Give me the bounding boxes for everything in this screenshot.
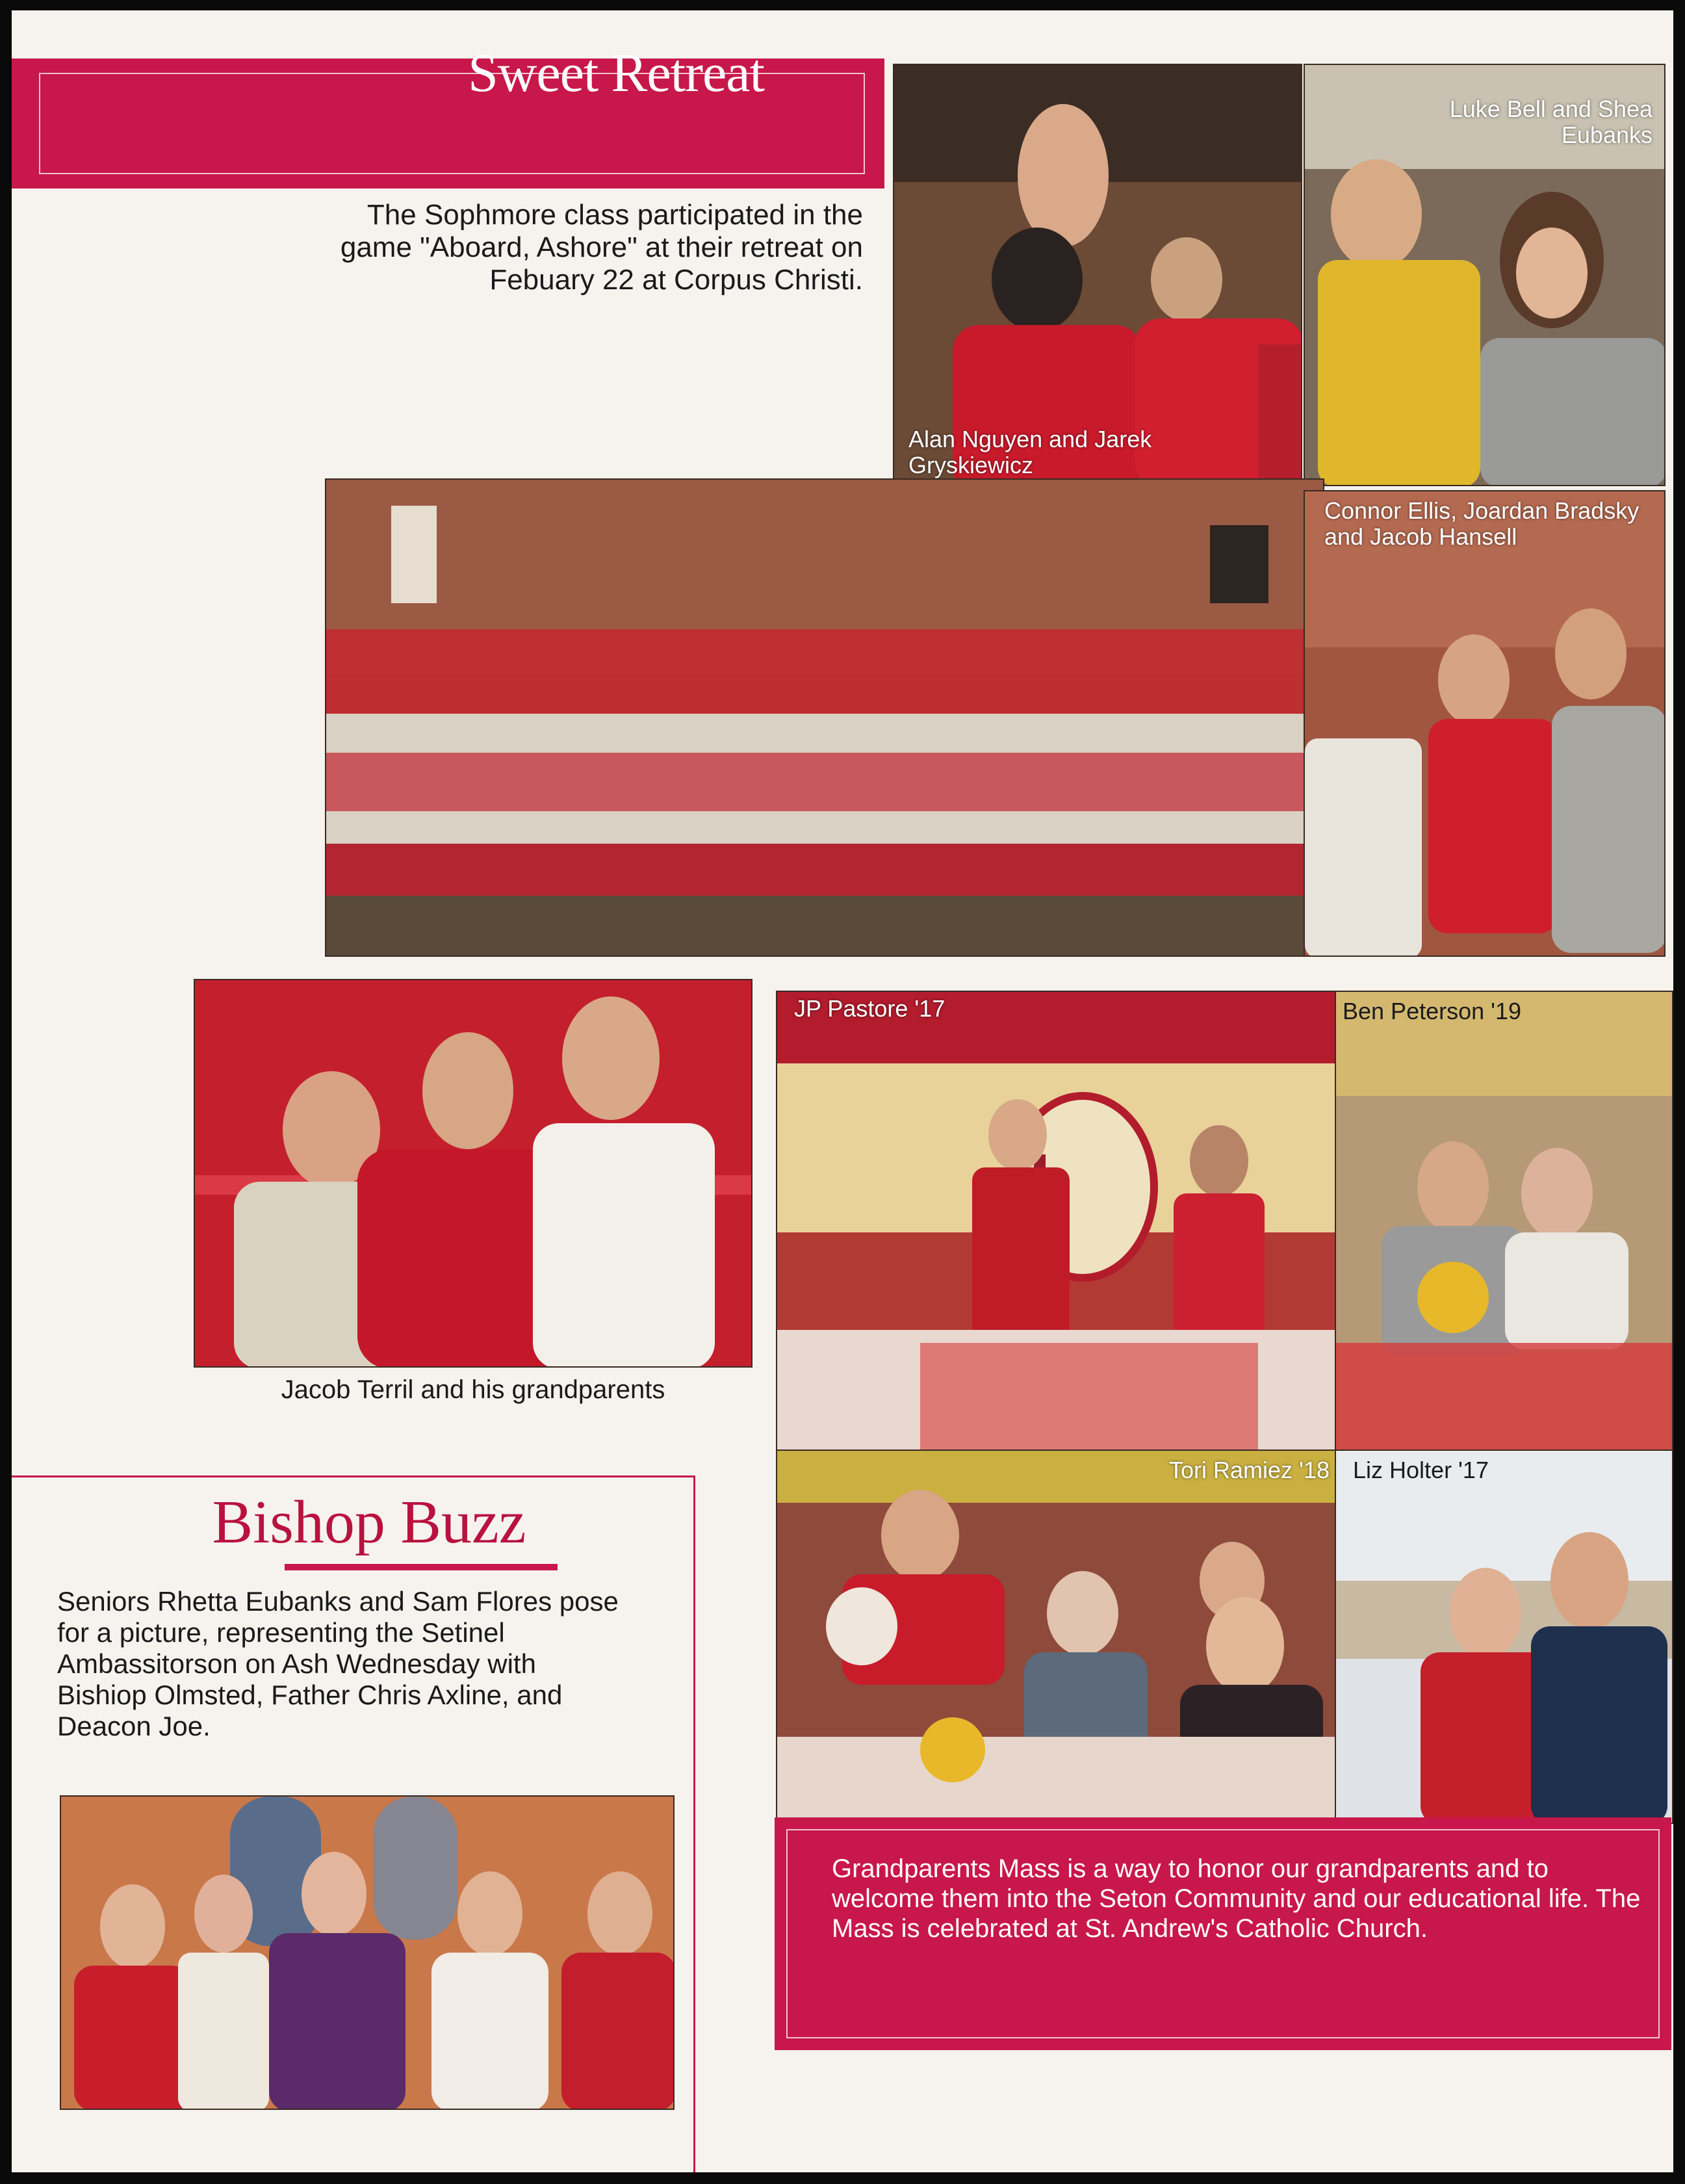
photo-ben-peterson [1335,991,1673,1459]
photo-high-five-caption: Alan Nguyen and Jarek Gryskiewicz [908,426,1152,478]
bishop-buzz-divider [285,1564,558,1570]
photo-jacob-terril-image [195,980,752,1368]
photo-connor-group-image [1305,491,1666,957]
photo-jp-pastore [776,991,1341,1459]
photo-bishop-group-image [61,1797,675,2110]
photo-liz-holter-image [1336,1451,1673,1824]
photo-group-retreat-image [326,480,1324,957]
bishop-buzz-title: Bishop Buzz [212,1488,526,1556]
bishop-buzz-text: Seniors Rhetta Eubanks and Sam Flores pose for a picture, representing the Setinel Ambassitorson on Ash Wednesday with Bishiop Olmsted, Father Chris Axline, and Deacon Joe. [57,1586,619,1741]
grandparents-text: Grandparents Mass is a way to honor our grandparents and to welcome them into the Seton Community and our educational life. The Mass is celebrated at St. Andrew's Catholic Church. [832,1854,1641,1943]
photo-tori-ramiez-image [777,1451,1341,1824]
photo-connor-group [1304,490,1666,957]
photo-ben-peterson-caption: Ben Peterson '19 [1343,998,1522,1024]
sweet-retreat-intro: The Sophmore class participated in the game "Aboard, Ashore" at their retreat on Febuary 22 at Corpus Christi. [340,199,863,296]
photo-high-five-image [894,65,1302,486]
sweet-retreat-title: Sweet Retreat [468,43,764,103]
yearbook-page [12,10,1673,2172]
photo-luke-shea [1304,64,1666,486]
photo-luke-shea-caption: Luke Bell and Shea Eubanks [1449,96,1653,148]
photo-jacob-terril [194,979,752,1368]
photo-high-five [893,64,1302,486]
photo-jp-pastore-caption: JP Pastore '17 [794,995,945,1022]
photo-group-retreat [325,478,1324,957]
photo-liz-holter-caption: Liz Holter '17 [1353,1457,1489,1483]
photo-ben-peterson-image [1336,992,1673,1459]
photo-jacob-terril-caption: Jacob Terril and his grandparents [281,1375,665,1404]
photo-tori-ramiez [776,1450,1341,1824]
photo-tori-ramiez-caption: Tori Ramiez '18 [1169,1457,1330,1483]
photo-liz-holter [1335,1450,1673,1824]
photo-connor-group-caption: Connor Ellis, Joardan Bradsky and Jacob Hansell [1324,497,1640,550]
photo-bishop-group [60,1795,675,2110]
photo-jp-pastore-image [777,992,1341,1459]
